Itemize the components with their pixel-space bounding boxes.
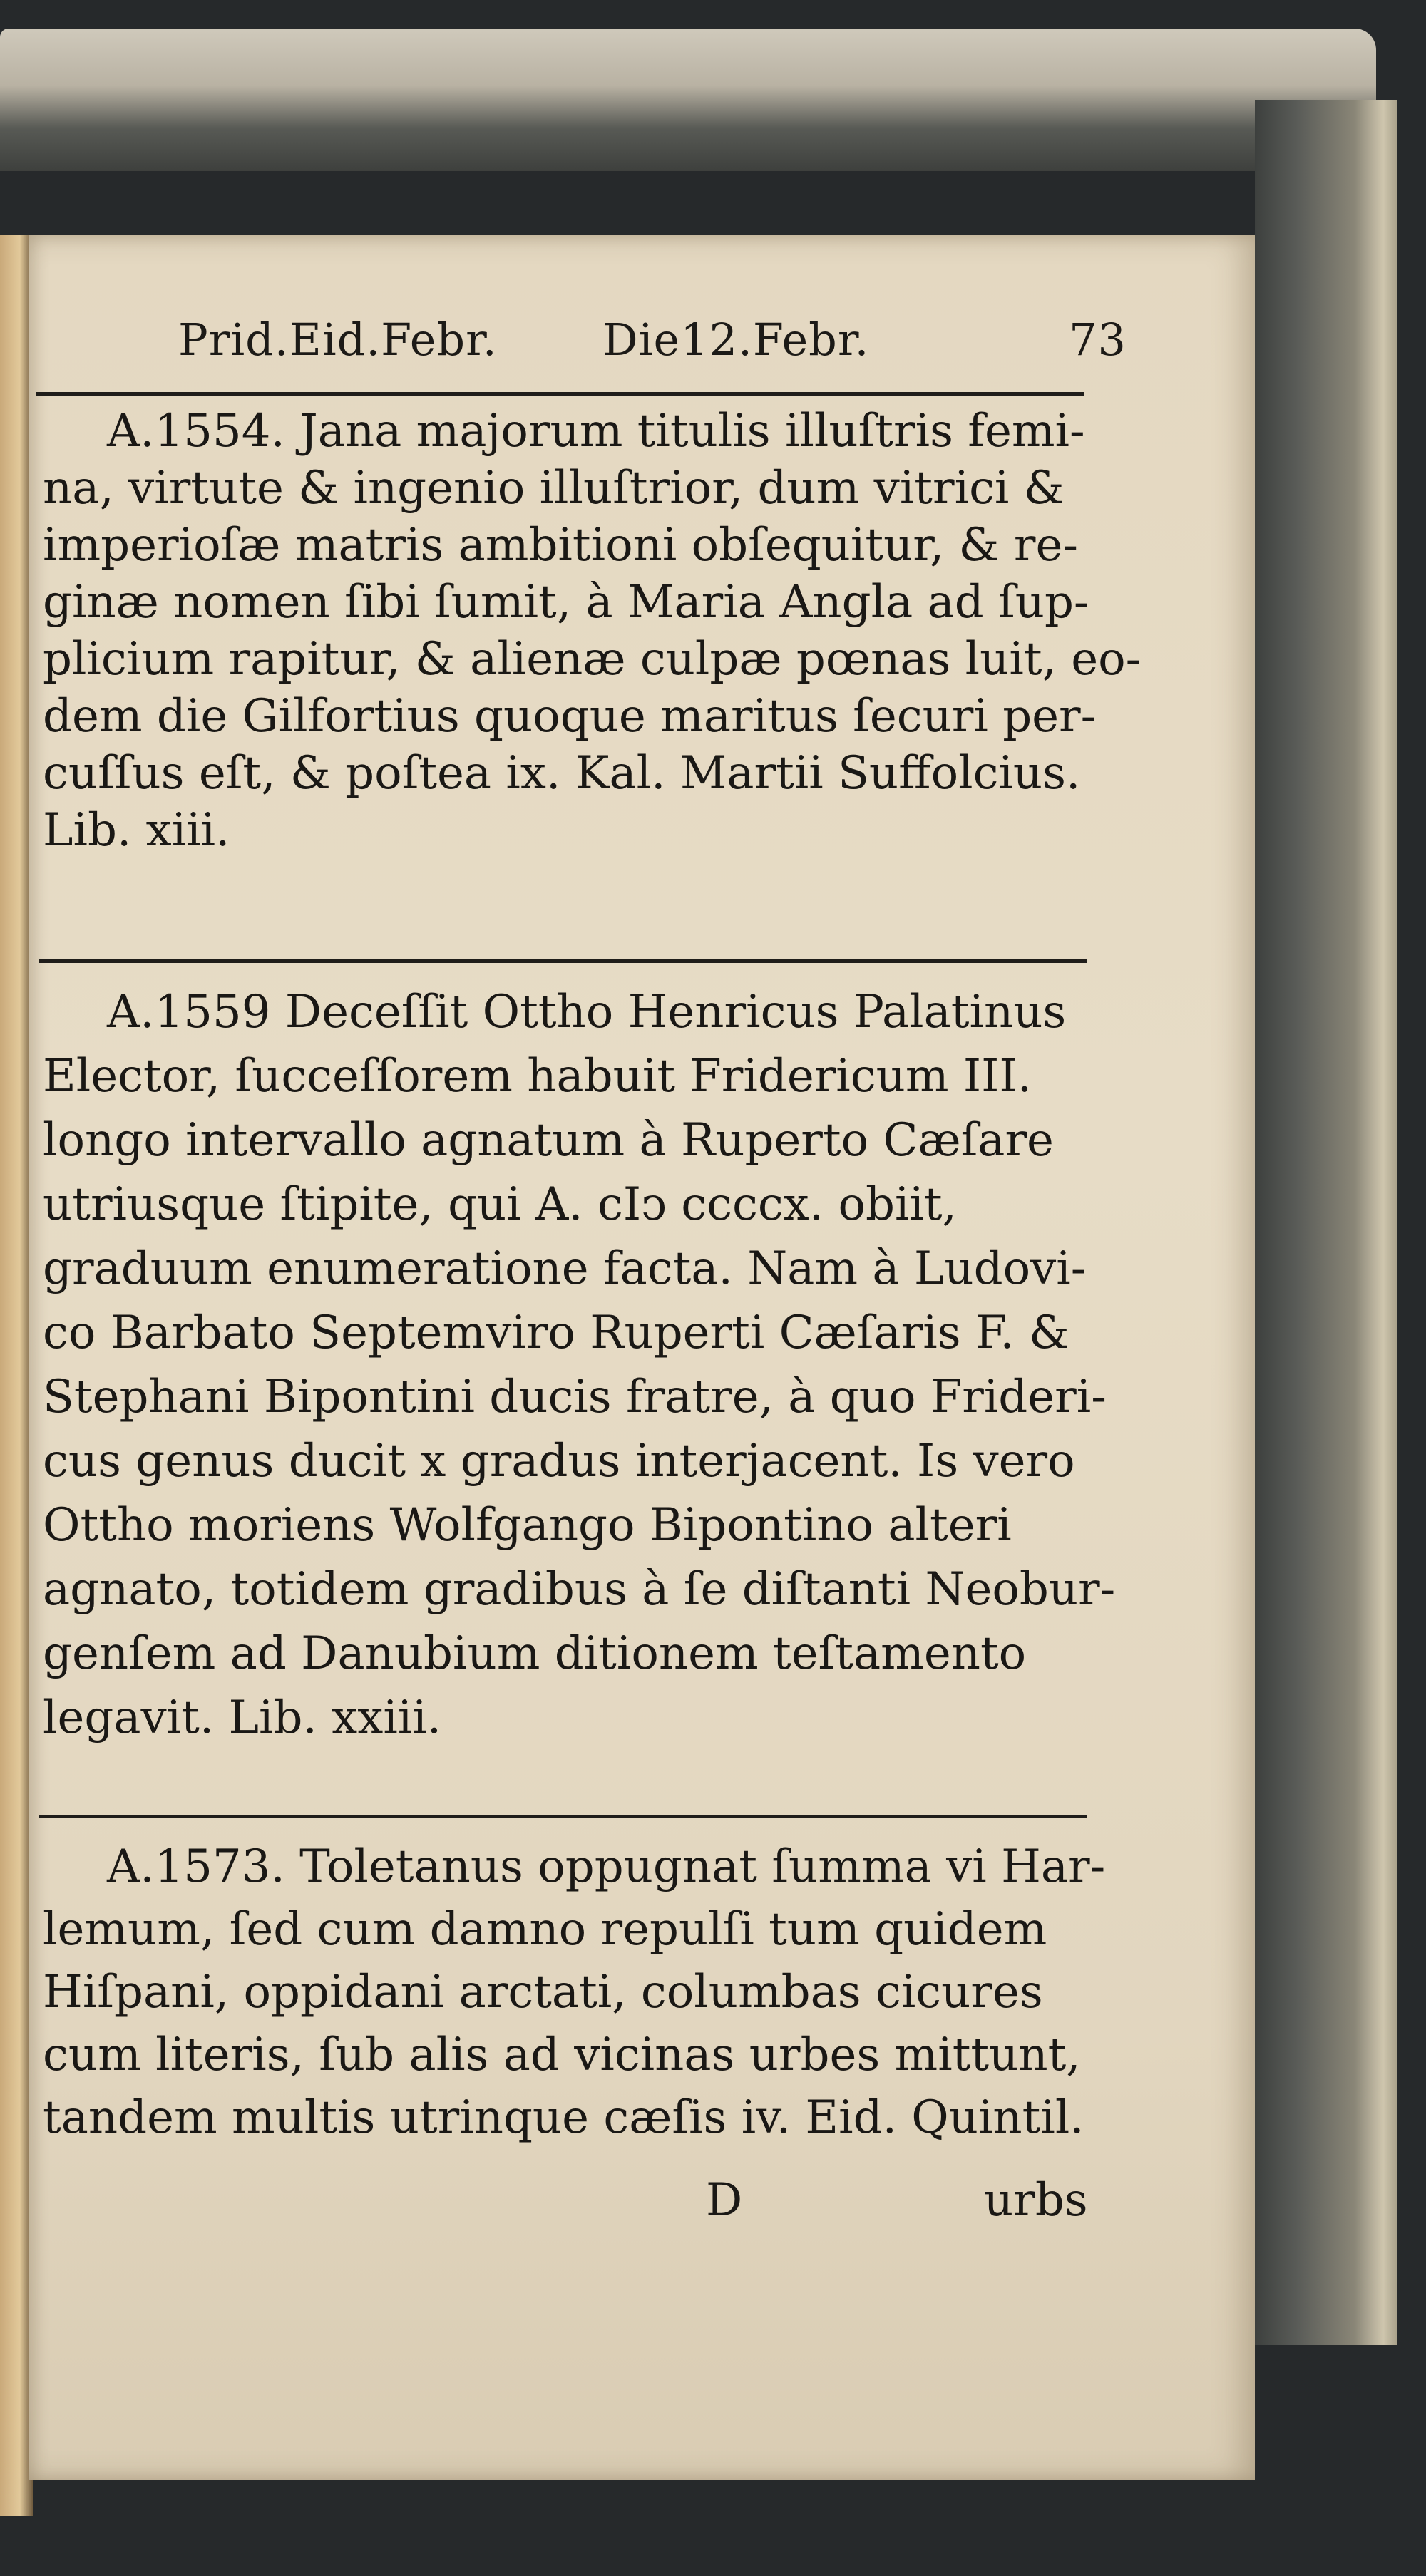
text-line: cuſſus eſt, & poſtea ix. Kal. Martii Suffolcius. (43, 747, 1081, 800)
text-line: plicium rapitur, & alienæ culpæ pœnas luit, eo- (43, 633, 1142, 686)
text-line: utriusque ſtipite, qui A. cIↄ ccccx. obiit, (43, 1178, 957, 1231)
text-line: longo intervallo agnatum à Ruperto Cæſare (43, 1114, 1054, 1167)
text-line: tandem multis utrinque cæſis iv. Eid. Quintil. (43, 2091, 1084, 2144)
entry-1573 (43, 1835, 1106, 2149)
header-date: Die12.Febr. (602, 314, 870, 366)
text-line: A.1573. Toletanus oppugnat ſumma vi Har- (107, 1840, 1106, 1893)
text-line: cum literis, ſub alis ad vicinas urbes mittunt, (43, 2029, 1081, 2081)
divider-rule (39, 959, 1087, 963)
text-line: A.1559 Deceſſit Ottho Henricus Palatinus (107, 986, 1067, 1039)
page-footer (29, 2174, 1098, 2231)
entry-1559 (43, 980, 1116, 1750)
text-line: lemum, ſed cum damno repulſi tum quidem (43, 1903, 1047, 1956)
text-line: graduum enumeratione facta. Nam à Ludovi- (43, 1242, 1087, 1295)
text-line: dem die Gilfortius quoque maritus ſecuri per- (43, 690, 1097, 743)
text-line: legavit. Lib. xxiii. (43, 1691, 442, 1744)
running-header (150, 314, 1127, 385)
book-page (29, 235, 1255, 2480)
text-line: na, virtute & ingenio illuſtrior, dum vitrici & (43, 462, 1065, 515)
page-number: 73 (1069, 314, 1127, 366)
book-right-edge (1255, 100, 1397, 2345)
text-line: agnato, totidem gradibus à ſe diſtanti Neobur- (43, 1563, 1116, 1616)
text-line: Ottho moriens Wolfgango Bipontino alteri (43, 1499, 1012, 1552)
header-left: Prid.Eid.Febr. (178, 314, 498, 366)
text-line: Lib. xiii. (43, 804, 230, 857)
divider-rule (39, 1815, 1087, 1818)
text-line: A.1554. Jana majorum titulis illuſtris femi- (107, 405, 1085, 458)
text-line: genſem ad Danubium ditionem teſtamento (43, 1627, 1027, 1680)
text-line: Stephani Bipontini ducis fratre, à quo Frideri- (43, 1371, 1107, 1423)
text-line: imperioſæ matris ambitioni obſequitur, & re- (43, 519, 1078, 572)
catchword: urbs (984, 2174, 1088, 2227)
text-line: Elector, ſucceſſorem habuit Fridericum III. (43, 1050, 1032, 1103)
text-line: co Barbato Septemviro Ruperti Cæſaris F. & (43, 1307, 1070, 1359)
text-line: Hiſpani, oppidani arctati, columbas cicures (43, 1966, 1043, 2019)
divider-rule (36, 392, 1084, 396)
text-line: cus genus ducit x gradus interjacent. Is vero (43, 1435, 1075, 1488)
signature-mark: D (706, 2174, 743, 2227)
entry-1554 (43, 403, 1142, 859)
text-line: ginæ nomen ſibi ſumit, à Maria Angla ad ſup- (43, 576, 1089, 629)
book-top-edge (0, 29, 1376, 171)
